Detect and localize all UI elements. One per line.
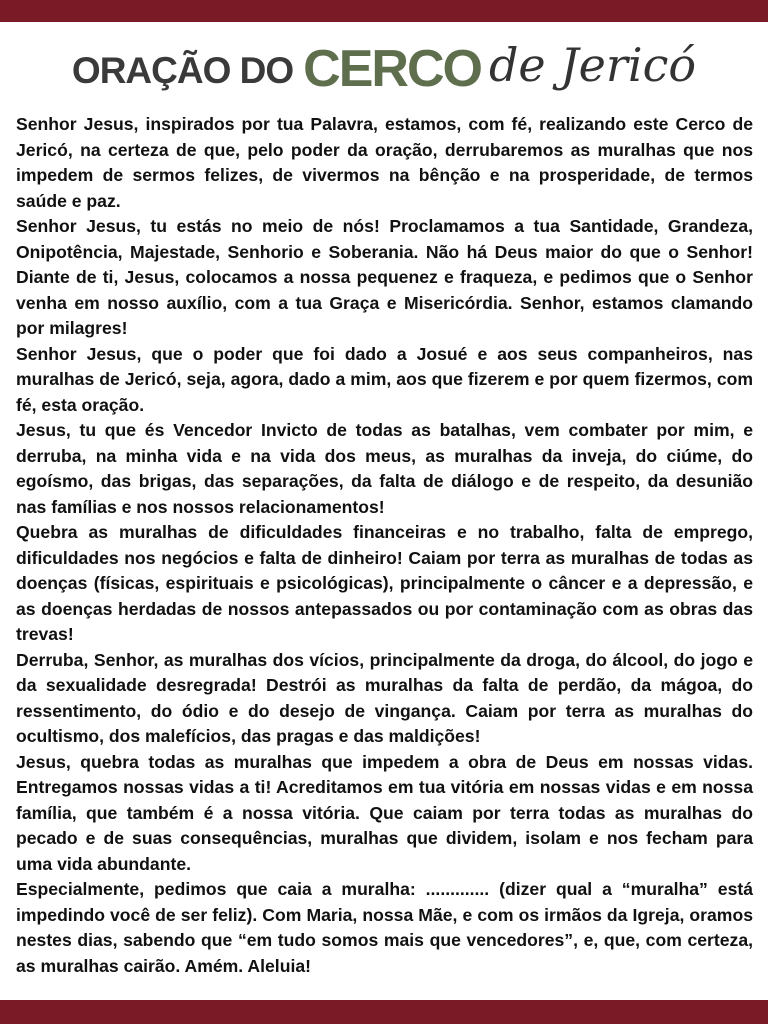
paragraph: Senhor Jesus, inspirados por tua Palavra, estamos, com fé, realizando este Cerco de Jericó, na certeza de que, pelo poder da oração, derrubaremos as muralhas que nos impedem de sermos felizes, de vivermos na bênção e na prosperidade, de termos saúde e paz. xyxy=(16,114,753,211)
paragraph: Derruba, Senhor, as muralhas dos vícios, principalmente da droga, do álcool, do jogo e da sexualidade desregrada! Destrói as muralhas da falta de perdão, da mágoa, do ressentimento, do ódio e do desejo de vingança. Caiam por terra as muralhas do ocultismo, dos malefícios, das pragas e das maldições! xyxy=(16,649,753,746)
paragraph: Senhor Jesus, tu estás no meio de nós! Proclamamos a tua Santidade, Grandeza, Onipotência, Majestade, Senhorio e Soberania. Não há Deus maior do que o Senhor! Diante de ti, Jesus, colocamos a nossa pequenez e fraqueza, e pedimos que o Senhor venha em nosso auxílio, com a tua Graça e Misericórdia. Senhor, estamos clamando por milagres! xyxy=(16,216,753,338)
paragraph: Jesus, tu que és Vencedor Invicto de todas as batalhas, vem combater por mim, e derruba, na minha vida e na vida dos meus, as muralhas da inveja, do ciúme, do egoísmo, das brigas, das separações, da falta de diálogo e de respeito, da desunião nas famílias e nos nossos relacionamentos! xyxy=(16,420,753,517)
title-highlight: CERCO xyxy=(303,40,481,98)
page-title xyxy=(0,22,768,112)
paragraph: Especialmente, pedimos que caia a muralha: ............. (dizer qual a “muralha” está impedindo você de ser feliz). Com Maria, nossa Mãe, e com os irmãos da Igreja, oramos nestes dias, sabendo que “em tudo somos mais que vencedores”, e, que, com certeza, as muralhas cairão. Amém. Aleluia! xyxy=(16,879,753,976)
paragraph: Quebra as muralhas de dificuldades financeiras e no trabalho, falta de emprego, dificuldades nos negócios e falta de dinheiro! Caiam por terra as muralhas de todas as doenças (físicas, espirituais e psicológicas), principalmente o câncer e a depressão, e as doenças herdadas de nossos antepassados ou por contaminação com as obras das trevas! xyxy=(16,522,753,644)
title-prefix: ORAÇÃO DO xyxy=(71,50,294,91)
bottom-bar xyxy=(0,1000,768,1024)
paragraph: Jesus, quebra todas as muralhas que impedem a obra de Deus em nossas vidas. Entregamos nossas vidas a ti! Acreditamos em tua vitória em nossas vidas e em nossa família, que também é a nossa vitória. Que caiam por terra todas as muralhas do pecado e de suas consequências, muralhas que dividem, isolam e nos fecham para uma vida abundante. xyxy=(16,751,753,874)
title-script: de Jericó xyxy=(488,38,697,92)
paragraph: Senhor Jesus, que o poder que foi dado a Josué e aos seus companheiros, nas muralhas de Jericó, seja, agora, dado a mim, aos que fizerem e por quem fizermos, com fé, esta oração. xyxy=(16,343,753,415)
top-bar xyxy=(0,0,768,22)
prayer-text xyxy=(16,112,753,979)
